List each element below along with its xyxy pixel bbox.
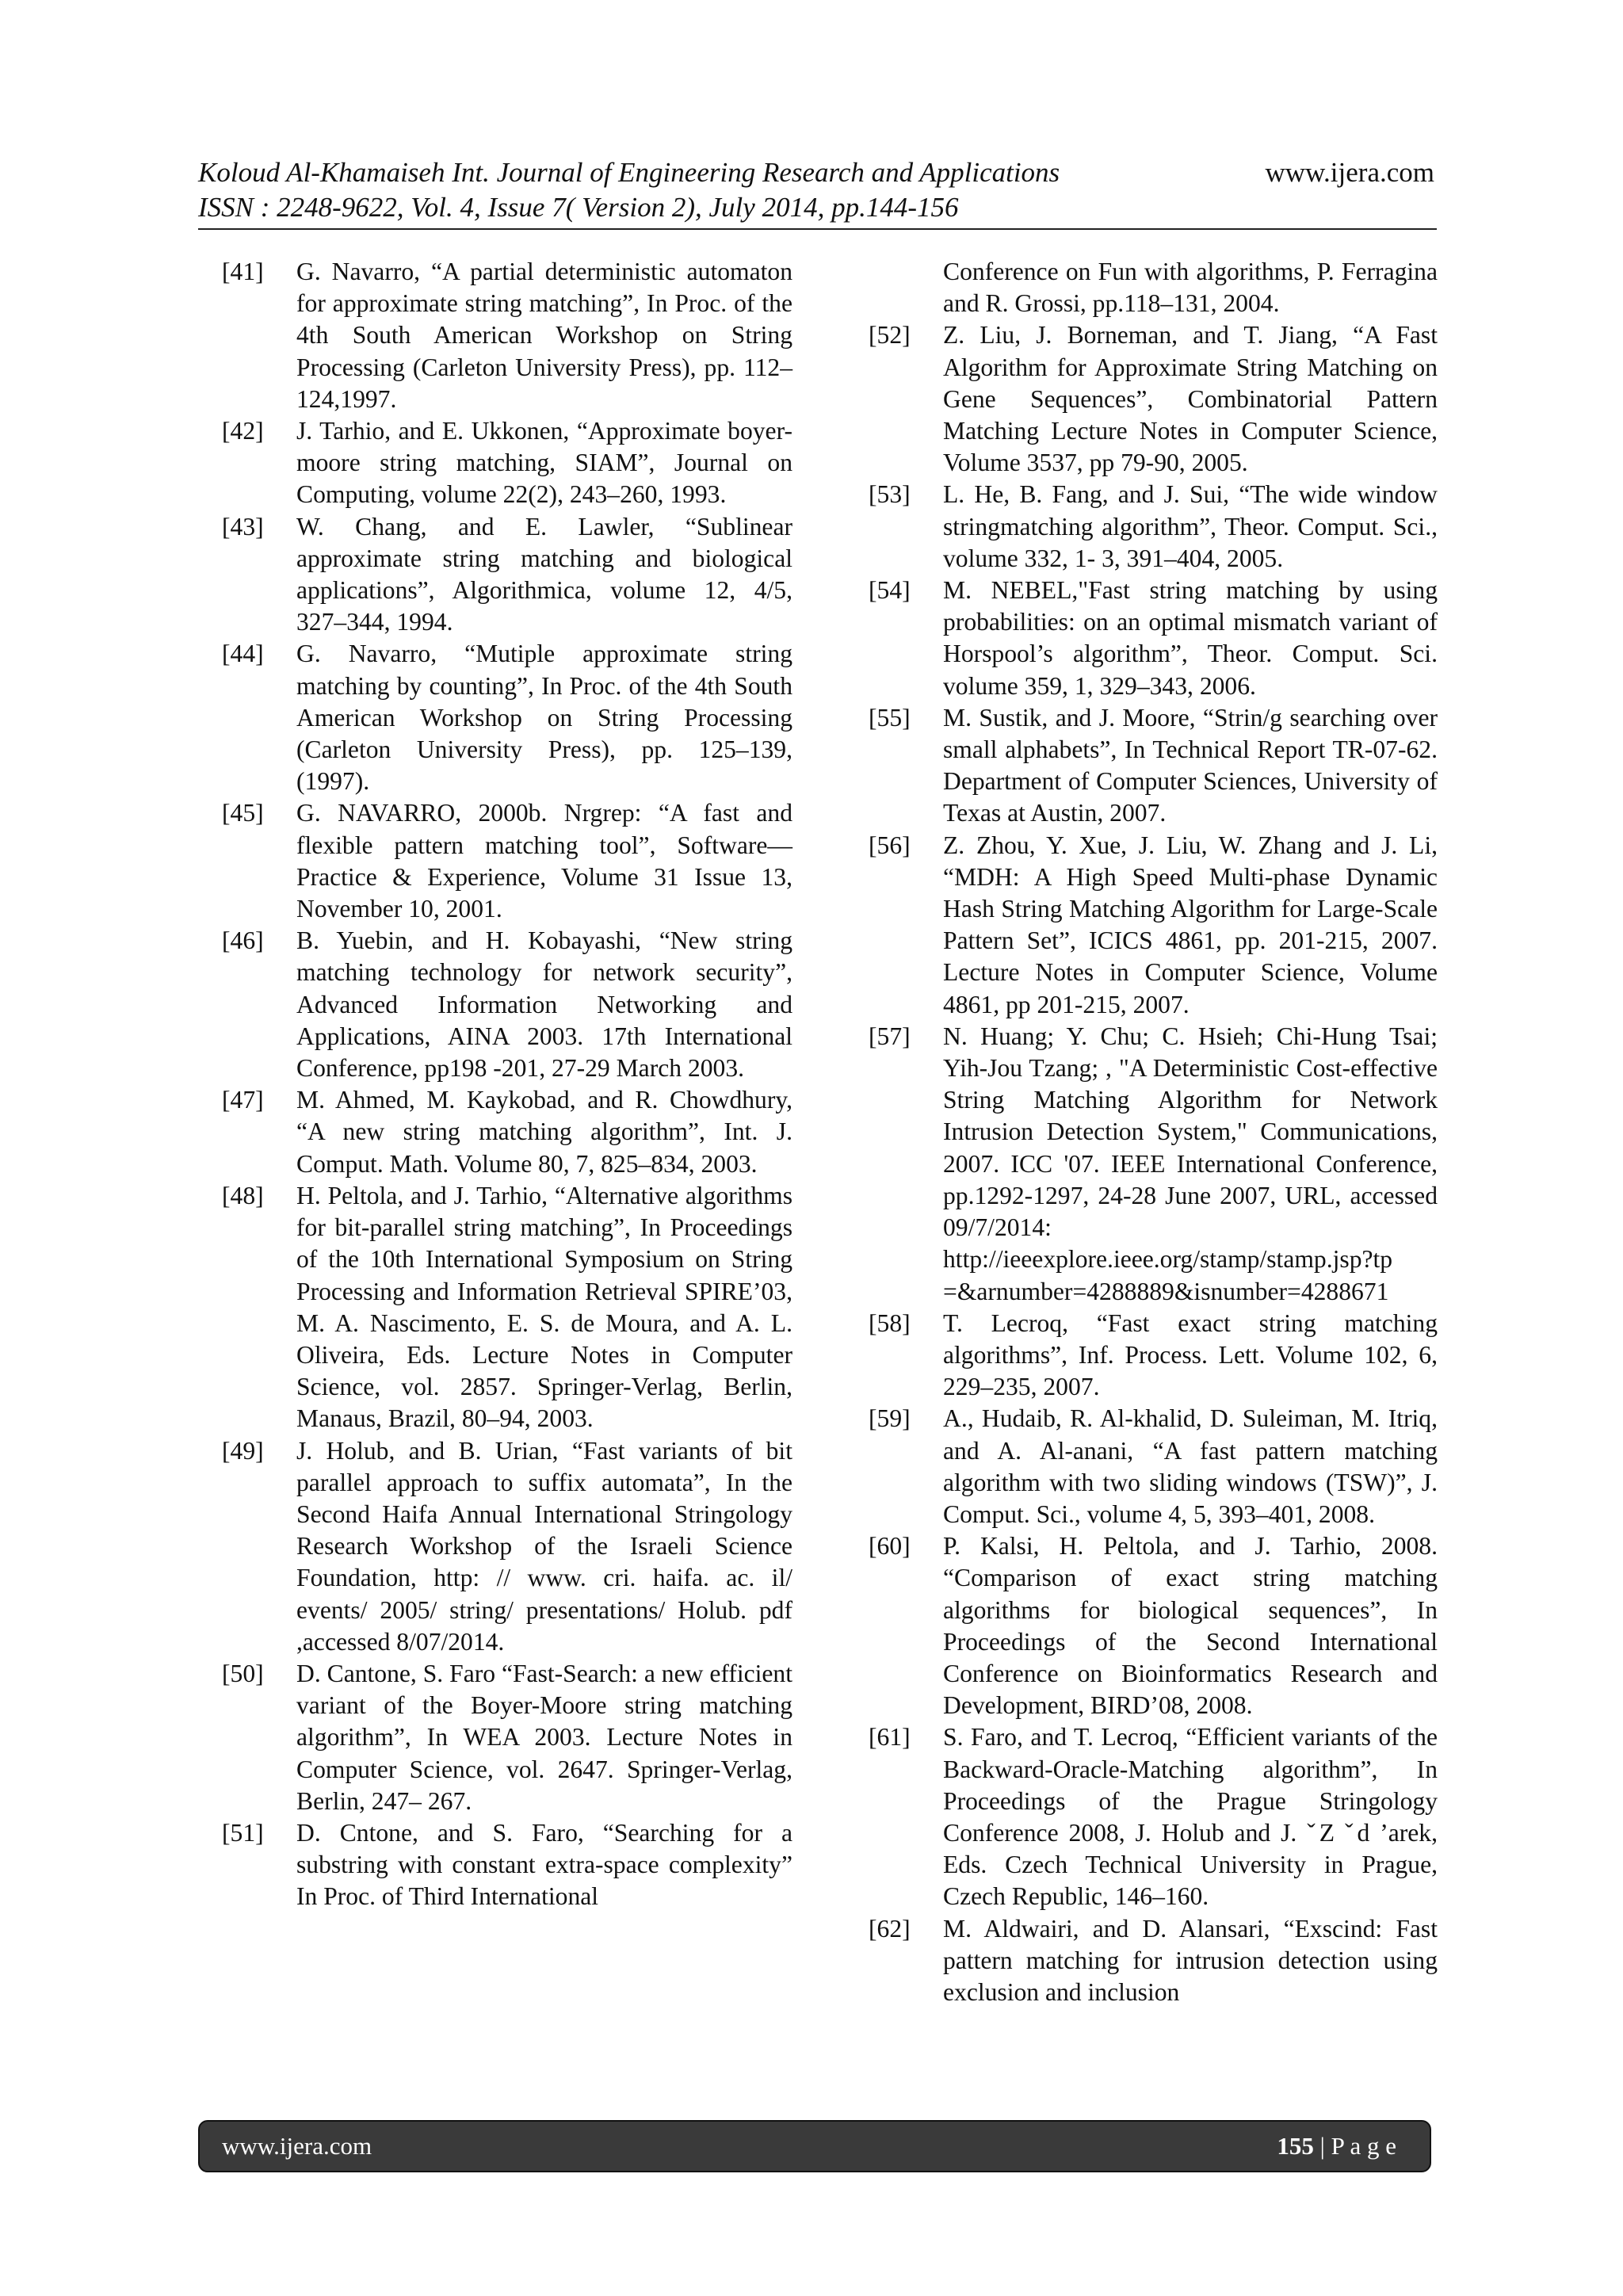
reference-number: [45] (222, 799, 264, 827)
reference-item (869, 702, 1438, 830)
reference-item (869, 575, 1438, 702)
reference-number: [43] (222, 512, 264, 541)
page-label: | P a g e (1319, 2132, 1396, 2160)
reference-continuation: Conference on Fun with algorithms, P. Ferragina and R. Grossi, pp.118–131, 2004. (943, 258, 1438, 318)
reference-text: M. Sustik, and J. Moore, “Strin/g searching over small alphabets”, In Technical Report TR-07-62. Department of Computer Sciences, University of Texas at Austin, 2007. (943, 703, 1438, 827)
reference-item (222, 1658, 792, 1817)
reference-text: Z. Zhou, Y. Xue, J. Liu, W. Zhang and J. Li, “MDH: A High Speed Multi-phase Dynamic Hash String Matching Algorithm for Large-Scale Pattern Set”, ICICS 4861, pp. 201-215, 2007. Lecture Notes in Computer Science, Volume 4861, pp 201-215, 2007. (943, 831, 1438, 1018)
reference-text: T. Lecroq, “Fast exact string matching algorithms”, Inf. Process. Lett. Volume 102, 6, 229–235, 2007. (943, 1308, 1438, 1401)
reference-item (222, 1180, 792, 1435)
reference-text: M. Aldwairi, and D. Alansari, “Exscind: Fast pattern matching for intrusion detection using exclusion and inclusion (943, 1914, 1438, 2006)
reference-number: [52] (869, 321, 911, 350)
left-column (222, 256, 792, 1913)
reference-text: W. Chang, and E. Lawler, “Sublinear approximate string matching and biological applications”, Algorithmica, volume 12, 4/5, 327–344, 1994. (296, 512, 792, 636)
reference-text: M. NEBEL,"Fast string matching by using probabilities: on an optimal mismatch variant of Horspool’s algorithm”, Theor. Comput. Sci. volume 359, 1, 329–343, 2006. (943, 576, 1438, 700)
reference-text: D. Cntone, and S. Faro, “Searching for a substring with constant extra-space complexity” In Proc. of Third International (296, 1818, 792, 1911)
reference-text: J. Tarhio, and E. Ukkonen, “Approximate boyer-moore string matching, SIAM”, Journal on Computing, volume 22(2), 243–260, 1993. (296, 417, 792, 509)
reference-number: [60] (869, 1532, 911, 1561)
reference-number: [57] (869, 1022, 911, 1050)
reference-item (869, 1021, 1438, 1308)
reference-number: [61] (869, 1723, 911, 1752)
reference-text: H. Peltola, and J. Tarhio, “Alternative algorithms for bit-parallel string matching”, In Proceedings of the 10th International Symposium on String Processing and Information Retrieval SPIRE’03, M. A. Nascimento, E. S. de Moura, and A. L. Oliveira, Eds. Lecture Notes in Computer Science, vol. 2857. Springer-Verlag, Berlin, Manaus, Brazil, 80–94, 2003. (296, 1181, 792, 1433)
page-number: 155 (1277, 2132, 1314, 2160)
reference-item (222, 256, 792, 415)
reference-number: [51] (222, 1818, 264, 1847)
reference-number: [59] (869, 1404, 911, 1433)
reference-number: [42] (222, 417, 264, 445)
reference-item (222, 1435, 792, 1658)
reference-text: P. Kalsi, H. Peltola, and J. Tarhio, 2008. “Comparison of exact string matching algorithms for biological sequences”, In Proceedings of the Second International Conference on Bioinformatics Research and Development, BIRD’08, 2008. (943, 1532, 1438, 1720)
reference-item (222, 638, 792, 797)
reference-number: [46] (222, 926, 264, 955)
reference-number: [41] (222, 258, 264, 285)
reference-item (222, 1084, 792, 1180)
reference-item (869, 1403, 1438, 1530)
reference-text: L. He, B. Fang, and J. Sui, “The wide window stringmatching algorithm”, Theor. Comput. Sci., volume 332, 1- 3, 391–404, 2005. (943, 480, 1438, 572)
page-number-box (1277, 2132, 1396, 2160)
footer-site-link[interactable]: www.ijera.com (222, 2132, 372, 2160)
reference-text: G. NAVARRO, 2000b. Nrgrep: “A fast and flexible pattern matching tool”, Software—Practice & Experience, Volume 31 Issue 13, November 10, 2001. (296, 799, 792, 923)
reference-number: [56] (869, 831, 911, 859)
reference-item (869, 1308, 1438, 1404)
reference-text: Z. Liu, J. Borneman, and T. Jiang, “A Fast Algorithm for Approximate String Matching on Gene Sequences”, Combinatorial Pattern Matching Lecture Notes in Computer Science, Volume 3537, pp 79-90, 2005. (943, 321, 1438, 477)
header-journal-line: Koloud Al-Khamaiseh Int. Journal of Engineering Research and Applications (198, 157, 1060, 188)
reference-item (869, 830, 1438, 1021)
right-column (869, 256, 1438, 2008)
reference-number: [53] (869, 480, 911, 509)
reference-item (869, 319, 1438, 479)
page-footer (198, 2120, 1431, 2172)
reference-item (869, 1530, 1438, 1721)
reference-number: [54] (869, 576, 911, 605)
running-header (198, 155, 1434, 225)
reference-item (222, 415, 792, 511)
reference-number: [62] (869, 1914, 911, 1943)
reference-text: A., Hudaib, R. Al-khalid, D. Suleiman, M. Itriq, and A. Al-anani, “A fast pattern matching algorithm with two sliding windows (TSW)”, J. Comput. Sci., volume 4, 5, 393–401, 2008. (943, 1404, 1438, 1528)
reference-item (222, 925, 792, 1084)
reference-number: [55] (869, 703, 911, 732)
reference-item (869, 1913, 1438, 2009)
reference-number: [58] (869, 1308, 911, 1337)
header-site-link[interactable]: www.ijera.com (1265, 157, 1434, 188)
reference-number: [47] (222, 1086, 264, 1114)
reference-number: [49] (222, 1436, 264, 1465)
reference-item (869, 479, 1438, 575)
reference-item (222, 1817, 792, 1913)
reference-text: G. Navarro, “Mutiple approximate string matching by counting”, In Proc. of the 4th South American Workshop on String Processing (Carleton University Press), pp. 125–139, (1997). (296, 640, 792, 796)
reference-text: N. Huang; Y. Chu; C. Hsieh; Chi-Hung Tsai; Yih-Jou Tzang; , "A Deterministic Cost-effective String Matching Algorithm for Network Intrusion Detection System," Communications, 2007. ICC '07. IEEE International Conference, pp.1292-1297, 24-28 June 2007, URL, accessed 09/7/2014: http://ieeexplore.ieee.org/stamp/stamp.jsp?tp =&arnumber=4288889&isnumber=4288671 (943, 1022, 1438, 1305)
reference-item (222, 511, 792, 639)
reference-text: J. Holub, and B. Urian, “Fast variants of bit parallel approach to suffix automata”, In the Second Haifa Annual International Stringology Research Workshop of the Israeli Science Foundation, http: // www. cri. haifa. ac. il/ events/ 2005/ string/ presentations/ Holub. pdf ,accessed 8/07/2014. (296, 1436, 792, 1656)
reference-number: [44] (222, 640, 264, 668)
reference-text: S. Faro, and T. Lecroq, “Efficient variants of the Backward-Oracle-Matching algorithm”, In Proceedings of the Prague Stringology Conference 2008, J. Holub and J. ˇZ ˇd ’arek, Eds. Czech Technical University in Prague, Czech Republic, 146–160. (943, 1723, 1438, 1911)
reference-text: G. Navarro, “A partial deterministic automaton for approximate string matching”, In Proc. of the 4th South American Workshop on String Processing (Carleton University Press), pp. 112–124,1997. (296, 258, 792, 413)
reference-number: [48] (222, 1181, 264, 1209)
reference-text: D. Cantone, S. Faro “Fast-Search: a new efficient variant of the Boyer-Moore string matching algorithm”, In WEA 2003. Lecture Notes in Computer Science, vol. 2647. Springer-Verlag, Berlin, 247– 267. (296, 1659, 792, 1815)
header-divider (198, 228, 1437, 230)
reference-item (222, 797, 792, 925)
reference-text: M. Ahmed, M. Kaykobad, and R. Chowdhury, “A new string matching algorithm”, Int. J. Comput. Math. Volume 80, 7, 825–834, 2003. (296, 1086, 792, 1178)
reference-item (869, 1721, 1438, 1912)
reference-number: [50] (222, 1659, 264, 1687)
header-issn-line: ISSN : 2248-9622, Vol. 4, Issue 7( Version 2), July 2014, pp.144-156 (198, 192, 959, 223)
reference-text: B. Yuebin, and H. Kobayashi, “New string matching technology for network security”, Advanced Information Networking and Applications, AINA 2003. 17th International Conference, pp198 -201, 27-29 March 2003. (296, 926, 792, 1083)
